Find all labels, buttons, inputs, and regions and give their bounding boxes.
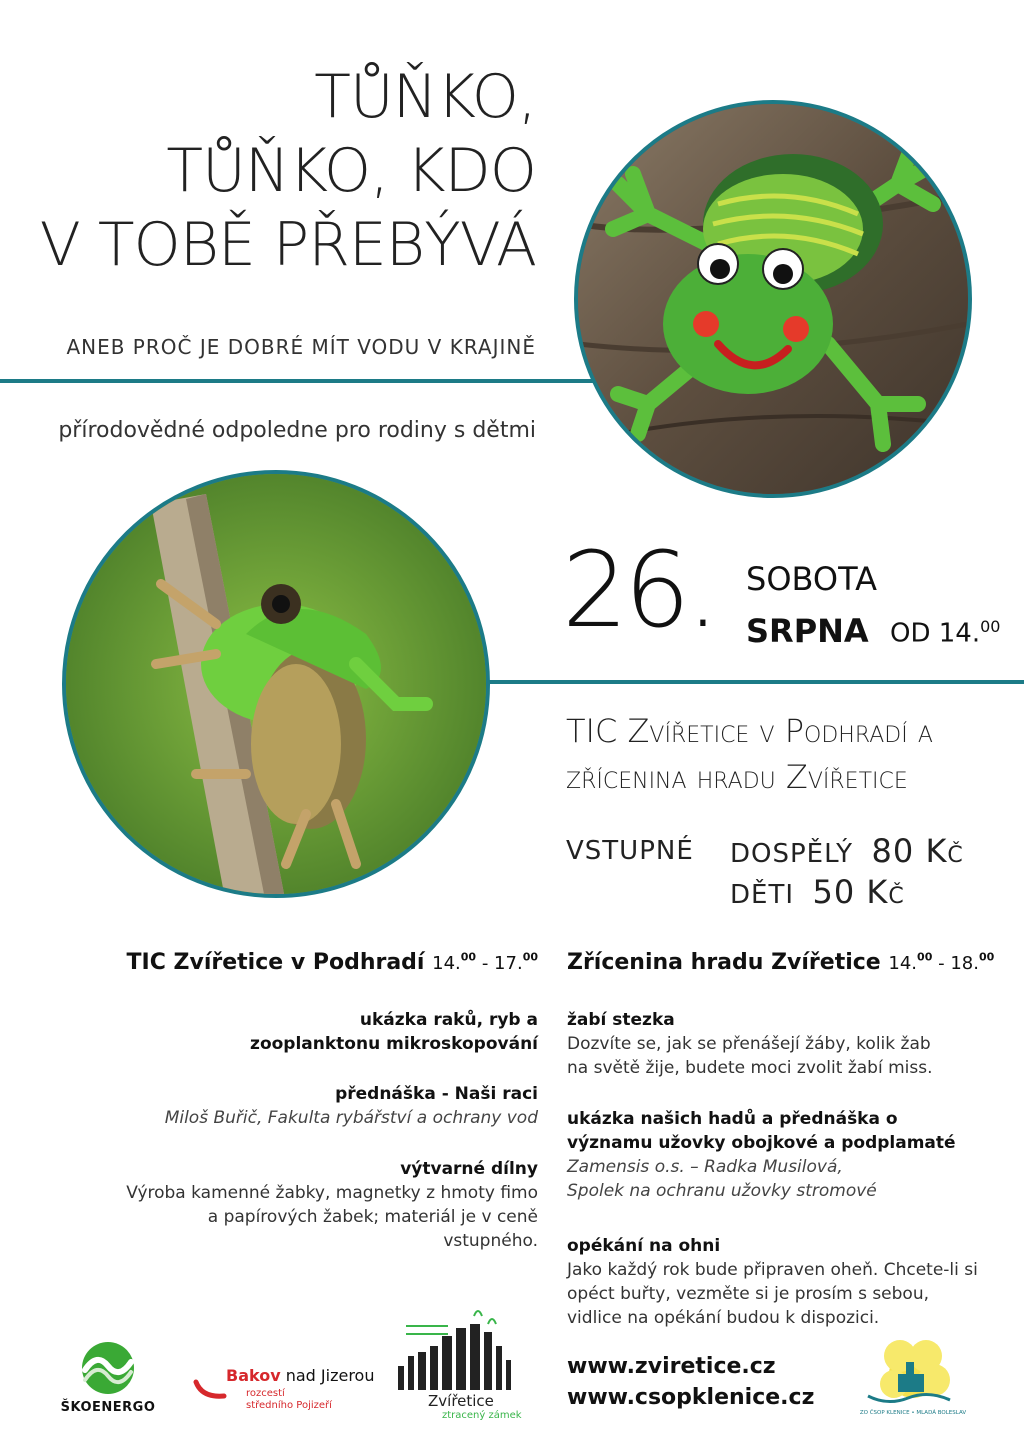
zviretice-wordmark: Zvířetice — [428, 1392, 494, 1410]
title-line-2: TŮŇKO, KDO — [166, 136, 536, 206]
bakov-main: Bakov — [226, 1366, 281, 1385]
csop-ring-text: ZO ČSOP KLENICE • MLADÁ BOLESLAV — [859, 1410, 967, 1416]
event-start-time — [890, 617, 1000, 649]
time-prefix: OD 14. — [890, 618, 981, 649]
url-zviretice[interactable]: www.zviretice.cz — [567, 1354, 776, 1379]
left-time-b-sup: 00 — [522, 950, 538, 964]
skoenergo-wordmark: ŠKOENERGO — [60, 1400, 156, 1415]
left-item-2-head: přednáška - Naši raci — [335, 1084, 538, 1104]
right-item-1-text: Dozvíte se, jak se přenášejí žáby, kolik žab na světě žije, budete moci zvolit žabí miss. — [567, 1034, 933, 1078]
fee-adult — [730, 832, 964, 870]
right-section-title — [567, 950, 994, 975]
left-section-title — [127, 950, 538, 975]
divider-top — [0, 379, 600, 383]
title-line-1: TŮŇKO, — [314, 62, 536, 132]
right-time-b: 18. — [950, 953, 979, 974]
zviretice-logo — [388, 1306, 538, 1421]
fee-child-price: 50 Kč — [812, 873, 905, 911]
left-item-2-speaker: Miloš Buřič, Fakulta rybářství a ochrany vod — [164, 1108, 538, 1128]
tree-frog-photo — [62, 470, 490, 898]
right-item-3 — [567, 1234, 987, 1330]
bakov-rest: nad Jizerou — [285, 1366, 375, 1385]
title-line-3: V TOBĚ PŘEBÝVÁ — [39, 210, 536, 280]
right-time-dash: - — [932, 953, 951, 974]
bakov-sub-1: rozcestí — [246, 1388, 285, 1399]
left-item-3 — [118, 1157, 538, 1253]
skoenergo-emblem-icon — [73, 1340, 143, 1396]
date-month: SRPNA — [746, 612, 869, 650]
left-time-b: 17. — [494, 953, 523, 974]
left-item-3-head: výtvarné dílny — [400, 1159, 538, 1179]
castle-ruins-icon — [388, 1306, 528, 1390]
date-weekday: SOBOTA — [746, 560, 878, 598]
fee-child-label: DĚTI — [730, 880, 794, 910]
skoenergo-logo — [46, 1340, 170, 1420]
fee-adult-price: 80 Kč — [871, 832, 964, 870]
left-title-text: TIC Zvířetice v Podhradí — [126, 950, 425, 975]
right-item-2 — [567, 1107, 987, 1203]
right-item-2-org: Zamensis o.s. – Radka Musilová, — [567, 1157, 843, 1177]
left-item-1-head: ukázka raků, ryb a zooplanktonu mikroskopování — [250, 1010, 538, 1054]
right-time-b-sup: 00 — [978, 950, 995, 964]
right-title-text: Zřícenina hradu Zvířetice — [567, 950, 881, 975]
bakov-logo — [192, 1360, 382, 1420]
right-time-a-sup: 00 — [917, 950, 933, 964]
tagline: přírodovědné odpoledne pro rodiny s dětmi — [58, 418, 536, 443]
fee-child — [730, 873, 905, 911]
zviretice-tagline: ztracený zámek — [442, 1410, 522, 1421]
location-line-2: zřícenina hradu Zvířetice — [566, 758, 908, 796]
right-item-1 — [567, 1008, 987, 1080]
fees-label: VSTUPNÉ — [566, 836, 694, 866]
right-time-a: 14. — [888, 953, 918, 974]
location-line-1: TIC Zvířetice v Podhradí a — [566, 712, 933, 750]
url-csopklenice[interactable]: www.csopklenice.cz — [567, 1385, 815, 1410]
divider-middle — [488, 680, 1024, 684]
csop-klenice-logo — [858, 1326, 968, 1430]
event-location — [566, 708, 933, 800]
right-item-3-text: Jako každý rok bude připraven oheň. Chcete-li si opéct buřty, vezměte si je prosím s sebou, vidlice na opékání budou k dispozici. — [567, 1260, 978, 1328]
left-item-1 — [118, 1008, 538, 1056]
right-item-1-head: žabí stezka — [567, 1010, 675, 1030]
left-time-a: 14. — [432, 953, 461, 974]
right-item-2-head: ukázka našich hadů a přednáška o významu užovky obojkové a podplamaté — [567, 1109, 956, 1153]
felt-frog-photo — [574, 100, 972, 498]
poster-title — [40, 60, 536, 282]
fee-adult-label: DOSPĚLÝ — [730, 839, 854, 869]
left-item-2 — [118, 1082, 538, 1130]
right-item-2-org2: Spolek na ochranu užovky stromové — [567, 1181, 877, 1201]
left-time-a-sup: 00 — [460, 950, 477, 964]
left-item-3-text: Výroba kamenné žabky, magnetky z hmoty fimo a papírových žabek; materiál je v ceně vstupného. — [126, 1183, 538, 1251]
bakov-name — [226, 1366, 374, 1385]
bakov-sub-2: středního Pojizeří — [246, 1400, 332, 1411]
poster-subtitle: ANEB PROČ JE DOBRÉ MÍT VODU V KRAJINĚ — [66, 335, 536, 359]
right-item-3-head: opékání na ohni — [567, 1236, 721, 1256]
time-sup: 00 — [980, 617, 1001, 636]
tree-frog-illustration — [66, 474, 486, 894]
date-day-number: 26. — [562, 529, 716, 651]
left-time-dash: - — [476, 953, 495, 974]
felt-frog-illustration — [578, 104, 968, 494]
